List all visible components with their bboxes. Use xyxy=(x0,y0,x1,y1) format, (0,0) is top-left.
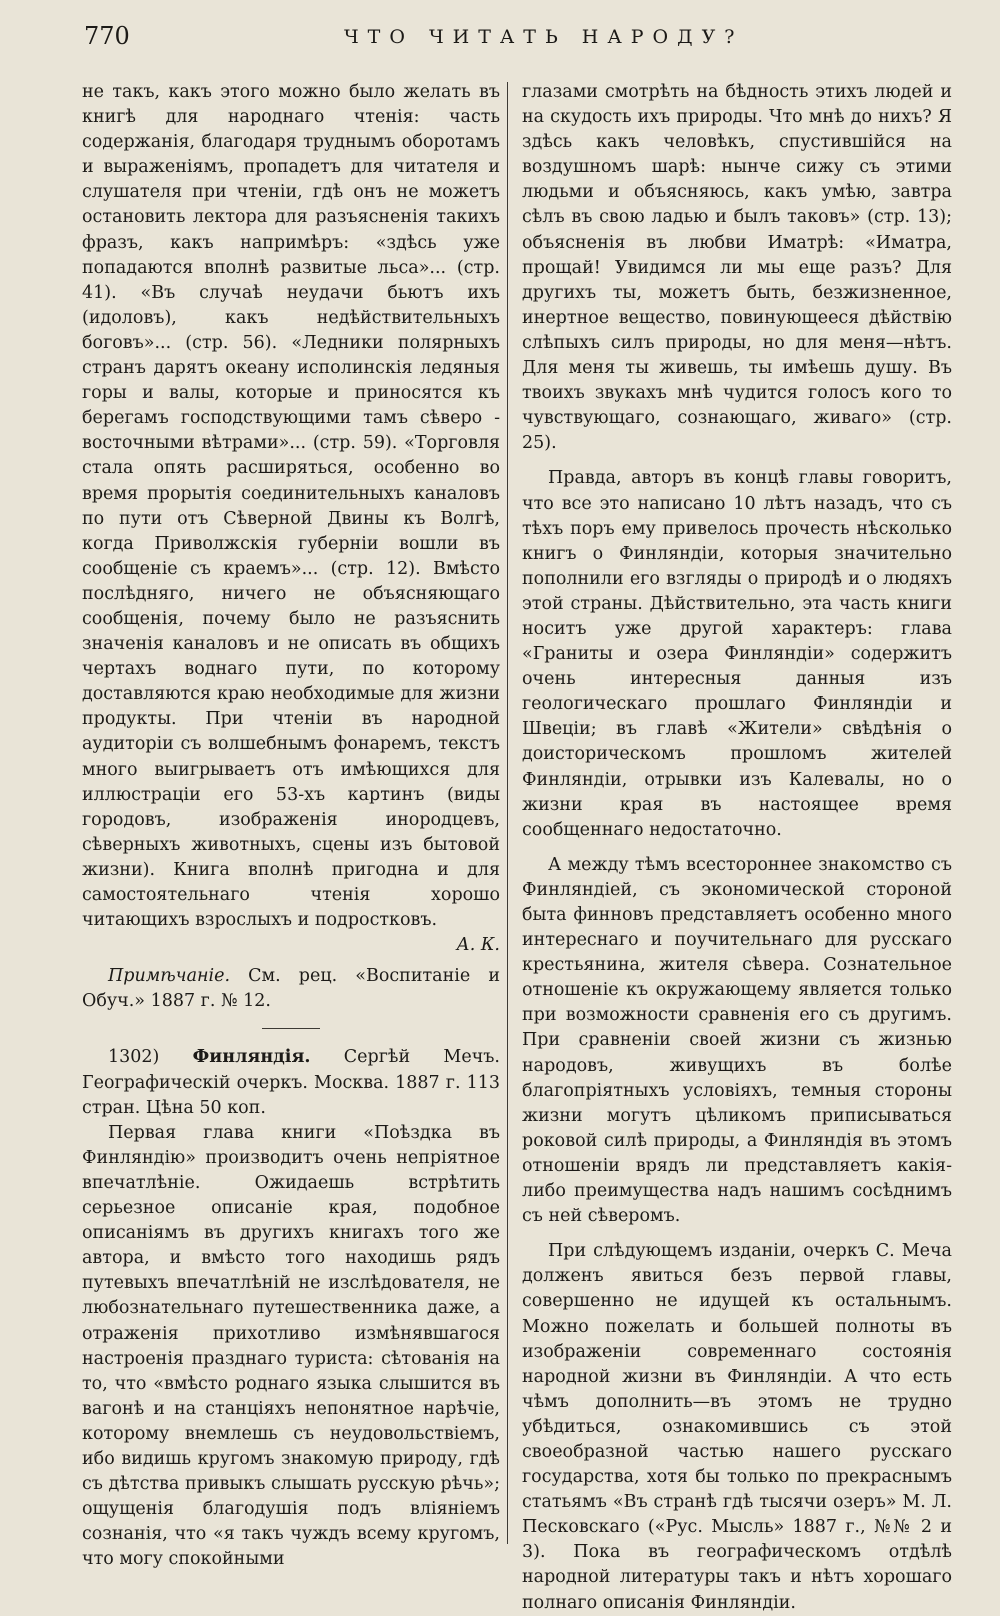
footnote-label: Примѣчаніе. xyxy=(108,966,231,987)
entry-details: Сергѣй Мечъ. Географическій очеркъ. Москва. 1887 г. 113 стран. Цѣна 50 коп. xyxy=(82,1047,500,1118)
page-header xyxy=(84,22,954,62)
review-continuation: не такъ, какъ этого можно было желать въ книгѣ для народнаго чтенія: часть содержанія, благодаря труднымъ оборотамъ и выраженіямъ, пропадетъ для читателя и слушателя при чтеніи, гдѣ онъ не можетъ остановить лектора для разъясненія такихъ фразъ, какъ напримѣръ: «здѣсь уже попадаются вполнѣ развитые льса»... (стр. 41). «Въ случаѣ неудачи бьютъ ихъ (идоловъ), какъ недѣйствительныхъ боговъ»... (стр. 56). «Ледники полярныхъ странъ дарятъ океану исполинскія ледяныя горы и валы, которые и приносятся къ берегамъ господствующими тамъ сѣверо - восточными вѣтрами»... (стр. 59). «Торговля стала опять расширяться, особенно во время прорытія соединительныхъ каналовъ по пути отъ Сѣверной Двины къ Волгѣ, когда Приволжскія губерніи вошли въ сообщеніе съ краемъ»... (стр. 12). Вмѣсто послѣдняго, ничего не объясняющаго сообщенія, почему было не разъяснить значенія каналовъ и не описать въ общихъ чертахъ воднаго пути, по которому доставляются краю необходимые для жизни продукты. При чтеніи въ народной аудиторіи съ волшебнымъ фонаремъ, текстъ много выигрываетъ отъ имѣющихся для иллюстраціи его 53-хъ картинъ (виды городовъ, изображенія инородцевъ, сѣверныхъ животныхъ, сцены изъ бытовой жизни). Книга вполнѣ пригодна и для самостоятельнаго чтенія хорошо читающихъ взрослыхъ и подростковъ. xyxy=(82,82,500,931)
review-paragraph: Первая глава книги «Поѣздка въ Финляндію» производитъ очень непріятное впечатлѣніе. Ожидаешь встрѣтить серьезное описаніе края, подобное описаніямъ въ другихъ книгахъ того же автора, и вмѣсто того находишь рядъ путевыхъ впечатлѣній не изслѣдователя, не любознательнаго путешественника даже, а отраженія прихотливо измѣнявшагося настроенія празднаго туриста: сѣтованія на то, что «вмѣсто роднаго языка слышится въ вагонѣ и на станціяхъ непонятное нарѣчіе, которому внемлешь съ неудовольствіемъ, ибо видишь кругомъ знакомую природу, гдѣ съ дѣтства привыкъ слышать русскую рѣчь»; ощущенія благодушія подъ вліяніемъ сознанія, что «я такъ чуждъ всему кругомъ, что могу спокойными xyxy=(82,1122,500,1570)
review-paragraph: глазами смотрѣть на бѣдность этихъ людей и на скудость ихъ природы. Что мнѣ до нихъ? Я здѣсь какъ человѣкъ, спустившійся на воздушномъ шарѣ: нынче сижу съ этими людьми и объясняюсь, какъ умѣю, завтра сѣлъ въ свою ладью и былъ таковъ» (стр. 13); объясненія въ любви Иматрѣ: «Иматра, прощай! Увидимся ли мы еще разъ? Для другихъ ты, можетъ быть, безжизненное, инертное вещество, повинующееся дѣйствію слѣпыхъ силъ природы, но для меня—нѣтъ. Для меня ты живешь, ты имѣешь душу. Въ твоихъ звукахъ мнѣ чудится голосъ кого то чувствующаго, сознающаго, живаго» (стр. 25). xyxy=(522,82,952,454)
review-paragraph: А между тѣмъ всестороннее знакомство съ Финляндіей, съ экономической стороной быта финновъ представляетъ особенно много интереснаго и поучительнаго для русскаго крестьянина, жителя сѣвера. Сознательное отношеніе къ окружающему является только при возможности сравненія его съ другимъ. При сравненіи своей жизни съ жизнью народовъ, живущихъ въ болѣе благопріятныхъ условіяхъ, темныя стороны жизни могутъ цѣликомъ приписываться роковой силѣ природы, а Финляндія въ этомъ отношеніи врядъ ли представляетъ какія-либо преимущества надъ нашимъ сосѣднимъ съ ней сѣверомъ. xyxy=(522,854,952,1227)
review-paragraph: Правда, авторъ въ концѣ главы говоритъ, что все это написано 10 лѣтъ назадъ, что съ тѣхъ поръ ему привелось прочесть нѣсколько книгъ о Финляндіи, которыя значительно пополнили его взгляды о природѣ и о людяхъ этой страны. Дѣйствительно, эта часть книги носитъ уже другой характеръ: глава «Граниты и озера Финляндіи» содержитъ очень интересныя данныя изъ геологическаго прошлаго Финляндіи и Швеціи; въ главѣ «Жители» свѣдѣнія о доисторическомъ прошломъ жителей Финляндіи, отрывки изъ Калевалы, но о жизни края въ настоящее время сообщеннаго недостаточно. xyxy=(522,468,952,840)
running-title: ЧТО ЧИТАТЬ НАРОДУ? xyxy=(344,26,744,48)
bibliographic-entry xyxy=(82,1045,500,1120)
left-column xyxy=(82,80,500,1572)
footnote-text: См. рец. «Воспитаніе и Обуч.» 1887 г. № 12. xyxy=(82,966,500,1012)
review-paragraph: При слѣдующемъ изданіи, очеркъ С. Меча долженъ явиться безъ первой главы, совершенно не идущей къ остальнымъ. Можно пожелать и большей полноты въ изображеніи современнаго состоянія народной жизни въ Финляндіи. А что есть чѣмъ дополнить—въ этомъ не трудно убѣдиться, ознакомившись съ этой своеобразной частью нашего русскаго государства, хотя бы только по прекраснымъ статьямъ «Въ странѣ гдѣ тысячи озеръ» М. Л. Песковскаго («Рус. Мысль» 1887 г., №№ 2 и 3). Пока въ географическомъ отдѣлѣ народной литературы такъ и нѣтъ хорошаго полнаго описанія Финляндіи. xyxy=(522,1241,952,1613)
footnote xyxy=(82,964,500,1014)
right-column xyxy=(522,80,952,1616)
section-divider xyxy=(262,1028,320,1029)
page-number: 770 xyxy=(84,22,130,50)
column-divider xyxy=(507,82,508,1544)
entry-title: Финляндія. xyxy=(192,1047,311,1068)
entry-number: 1302) xyxy=(108,1047,193,1068)
reviewer-signature: А. К. xyxy=(456,935,500,956)
